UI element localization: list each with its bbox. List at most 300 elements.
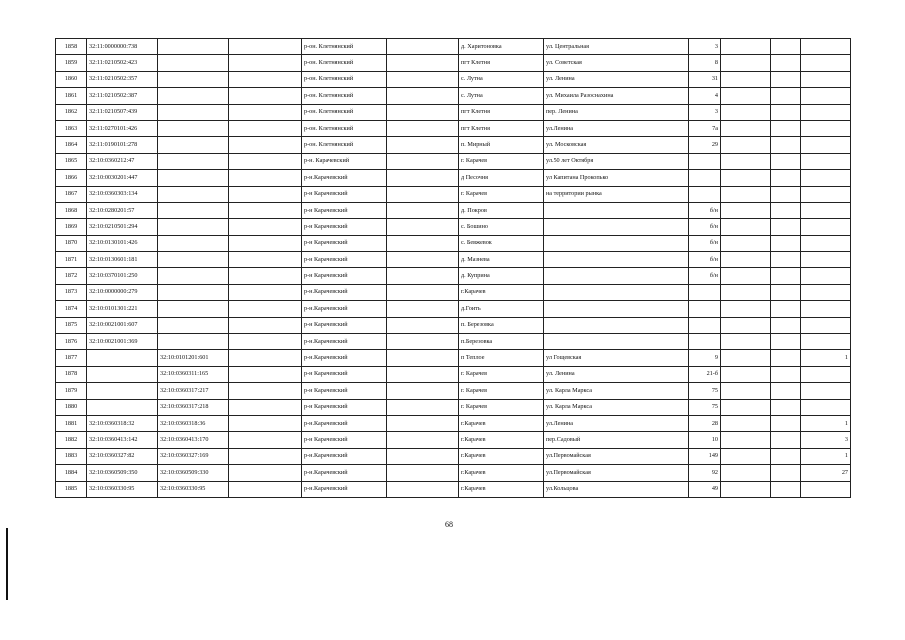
cell-empty: [229, 399, 302, 415]
cell-empty: [229, 432, 302, 448]
cell-cad1: 32:11:0190101:278: [87, 137, 158, 153]
cell-cad1: 32:10:0360413:142: [87, 432, 158, 448]
cell-area: [801, 301, 851, 317]
cell-empty: [387, 120, 459, 136]
cell-area: [801, 399, 851, 415]
cell-empty: [229, 235, 302, 251]
cell-locality: с. Бошино: [459, 219, 544, 235]
cell-area: [801, 383, 851, 399]
table-row: [56, 186, 851, 202]
cell-house: 10: [689, 432, 721, 448]
cell-empty: [229, 104, 302, 120]
cell-area: [801, 202, 851, 218]
cell-cad2: 32:10:0360317:218: [158, 399, 229, 415]
cell-locality: г.Карачев: [459, 465, 544, 481]
cell-cad1: 32:11:0210502:357: [87, 71, 158, 87]
cell-cad2: 32:10:0360330:95: [158, 481, 229, 497]
cell-area: [801, 268, 851, 284]
cell-num: 1871: [56, 252, 87, 268]
cell-house: [689, 284, 721, 300]
cell-empty: [721, 448, 771, 464]
cell-street: ул.Первомайская: [544, 465, 689, 481]
cell-cad1: 32:10:0021001:369: [87, 334, 158, 350]
cell-area: [801, 88, 851, 104]
cell-cad2: [158, 88, 229, 104]
cell-empty: [771, 399, 801, 415]
table-row: [56, 334, 851, 350]
cell-house: б/н: [689, 235, 721, 251]
cell-cad1: 32:10:0030201:447: [87, 170, 158, 186]
cell-area: 27: [801, 465, 851, 481]
cell-empty: [771, 448, 801, 464]
cell-street: ул. Карла Маркса: [544, 383, 689, 399]
cell-empty: [387, 39, 459, 55]
cell-empty: [229, 268, 302, 284]
cell-locality: г.Карачев: [459, 432, 544, 448]
cell-cad2: [158, 317, 229, 333]
cell-empty: [771, 219, 801, 235]
cell-cad2: [158, 202, 229, 218]
register-table: [55, 38, 851, 498]
cell-empty: [387, 432, 459, 448]
cell-cad2: 32:10:0360509:330: [158, 465, 229, 481]
cell-num: 1866: [56, 170, 87, 186]
cell-num: 1877: [56, 350, 87, 366]
cell-num: 1858: [56, 39, 87, 55]
cell-empty: [229, 39, 302, 55]
cell-empty: [771, 465, 801, 481]
cell-empty: [771, 153, 801, 169]
cell-house: 9: [689, 350, 721, 366]
cell-cad1: 32:10:0210501:294: [87, 219, 158, 235]
cell-district: р-н Карачевский: [302, 235, 387, 251]
table-row: [56, 153, 851, 169]
cell-empty: [721, 153, 771, 169]
cell-street: ул. Центральная: [544, 39, 689, 55]
cell-empty: [229, 350, 302, 366]
table-row: [56, 383, 851, 399]
cell-empty: [387, 334, 459, 350]
cell-locality: д.Гоить: [459, 301, 544, 317]
cell-street: ул.50 лет Октября: [544, 153, 689, 169]
cell-house: б/н: [689, 252, 721, 268]
cell-locality: г.Карачев: [459, 448, 544, 464]
cell-empty: [721, 415, 771, 431]
cell-empty: [721, 284, 771, 300]
table-row: [56, 301, 851, 317]
cell-district: р-н Карачевский: [302, 383, 387, 399]
cell-empty: [229, 55, 302, 71]
cell-empty: [771, 120, 801, 136]
cell-empty: [771, 383, 801, 399]
cell-num: 1867: [56, 186, 87, 202]
cell-cad2: [158, 55, 229, 71]
cell-empty: [771, 415, 801, 431]
cell-num: 1879: [56, 383, 87, 399]
cell-empty: [771, 55, 801, 71]
table-row: [56, 448, 851, 464]
cell-locality: д. Харитоновка: [459, 39, 544, 55]
cell-house: 75: [689, 383, 721, 399]
cell-empty: [721, 465, 771, 481]
cell-empty: [771, 88, 801, 104]
cell-house: б/н: [689, 219, 721, 235]
cell-empty: [721, 55, 771, 71]
cell-cad2: [158, 235, 229, 251]
cell-district: р-н.Карачевский: [302, 481, 387, 497]
cell-empty: [229, 71, 302, 87]
cell-empty: [721, 252, 771, 268]
cell-empty: [721, 399, 771, 415]
cell-locality: д. Покров: [459, 202, 544, 218]
cell-num: 1868: [56, 202, 87, 218]
cell-cad2: [158, 301, 229, 317]
table-row: [56, 366, 851, 382]
cell-num: 1885: [56, 481, 87, 497]
cell-area: [801, 170, 851, 186]
cell-cad2: [158, 268, 229, 284]
cell-district: р-н Карачевский: [302, 268, 387, 284]
cell-empty: [387, 137, 459, 153]
cell-area: [801, 252, 851, 268]
cell-street: [544, 301, 689, 317]
cell-num: 1883: [56, 448, 87, 464]
cell-cad1: 32:10:0130601:181: [87, 252, 158, 268]
cell-empty: [721, 88, 771, 104]
cell-empty: [771, 202, 801, 218]
cell-empty: [229, 186, 302, 202]
cell-empty: [771, 334, 801, 350]
cell-empty: [771, 235, 801, 251]
cell-house: 3: [689, 39, 721, 55]
cell-num: 1880: [56, 399, 87, 415]
cell-cad2: [158, 252, 229, 268]
cell-street: ул. Михаила Разоснахина: [544, 88, 689, 104]
cell-house: 92: [689, 465, 721, 481]
cell-area: 3: [801, 432, 851, 448]
cell-empty: [229, 334, 302, 350]
cell-empty: [229, 252, 302, 268]
cell-empty: [721, 39, 771, 55]
cell-empty: [229, 415, 302, 431]
cell-house: 31: [689, 71, 721, 87]
cell-cad1: 32:10:0280201:57: [87, 202, 158, 218]
cell-empty: [229, 317, 302, 333]
cell-empty: [771, 301, 801, 317]
cell-locality: д. Куприна: [459, 268, 544, 284]
table-row: [56, 104, 851, 120]
cell-district: р-н.Карачевский: [302, 448, 387, 464]
cell-district: р-он. Клетнянский: [302, 104, 387, 120]
cell-house: 8: [689, 55, 721, 71]
cell-district: р-он. Клетнянский: [302, 137, 387, 153]
cell-cad1: [87, 350, 158, 366]
cell-empty: [721, 104, 771, 120]
cell-empty: [721, 170, 771, 186]
cell-empty: [771, 481, 801, 497]
cell-cad2: [158, 39, 229, 55]
cell-empty: [721, 350, 771, 366]
cell-empty: [229, 481, 302, 497]
cell-cad2: 32:10:0360318:36: [158, 415, 229, 431]
cell-num: 1861: [56, 88, 87, 104]
cell-street: ул. Ленина: [544, 71, 689, 87]
cell-num: 1863: [56, 120, 87, 136]
cell-district: р-он. Клетнянский: [302, 55, 387, 71]
cell-locality: с. Лутна: [459, 88, 544, 104]
cell-empty: [387, 252, 459, 268]
cell-empty: [771, 432, 801, 448]
cell-empty: [771, 186, 801, 202]
cell-num: 1864: [56, 137, 87, 153]
cell-district: р-н Карачевский: [302, 317, 387, 333]
cell-num: 1884: [56, 465, 87, 481]
cell-street: [544, 284, 689, 300]
cell-district: р-он. Клетнянский: [302, 120, 387, 136]
cell-cad2: 32:10:0101201:601: [158, 350, 229, 366]
cell-area: [801, 120, 851, 136]
cell-house: 28: [689, 415, 721, 431]
cell-empty: [771, 252, 801, 268]
cell-empty: [229, 448, 302, 464]
cell-district: р-н.Карачевский: [302, 415, 387, 431]
cell-cad2: [158, 186, 229, 202]
cell-locality: д Песочня: [459, 170, 544, 186]
cell-locality: с. Лутна: [459, 71, 544, 87]
cell-empty: [387, 153, 459, 169]
cell-locality: г. Карачев: [459, 366, 544, 382]
cell-empty: [387, 415, 459, 431]
table-row: [56, 202, 851, 218]
cell-empty: [229, 120, 302, 136]
cell-cad2: 32:10:0360327:169: [158, 448, 229, 464]
cell-street: на территории рынка: [544, 186, 689, 202]
cell-empty: [229, 170, 302, 186]
cell-district: р-н.Карачевский: [302, 334, 387, 350]
cell-empty: [721, 268, 771, 284]
table-row: [56, 219, 851, 235]
cell-house: б/н: [689, 202, 721, 218]
cell-street: [544, 219, 689, 235]
cell-cad2: 32:10:0360413:170: [158, 432, 229, 448]
table-row: [56, 481, 851, 497]
cell-empty: [721, 219, 771, 235]
cell-street: [544, 334, 689, 350]
cell-empty: [771, 317, 801, 333]
cell-house: б/н: [689, 268, 721, 284]
cell-district: р-н.Карачевский: [302, 284, 387, 300]
cell-locality: пгт Клетня: [459, 104, 544, 120]
cell-cad2: [158, 120, 229, 136]
cell-street: ул.Кольцова: [544, 481, 689, 497]
cell-empty: [721, 432, 771, 448]
table-row: [56, 465, 851, 481]
cell-cad1: 32:10:0101301:221: [87, 301, 158, 317]
cell-area: [801, 284, 851, 300]
cell-empty: [721, 71, 771, 87]
cell-empty: [771, 284, 801, 300]
cell-empty: [387, 481, 459, 497]
cell-cad1: 32:10:0360509:350: [87, 465, 158, 481]
cell-street: [544, 317, 689, 333]
cell-cad2: [158, 334, 229, 350]
table-row: [56, 170, 851, 186]
cell-cad2: [158, 284, 229, 300]
cell-empty: [387, 186, 459, 202]
table-row: [56, 71, 851, 87]
cell-district: р-н Карачевский: [302, 219, 387, 235]
cell-district: р-н Карачевский: [302, 252, 387, 268]
cell-cad1: 32:11:0210507:439: [87, 104, 158, 120]
cell-empty: [721, 202, 771, 218]
cell-district: р-н Карачевский: [302, 366, 387, 382]
cell-locality: п. Березовка: [459, 317, 544, 333]
cell-num: 1875: [56, 317, 87, 333]
cell-num: 1860: [56, 71, 87, 87]
table-row: [56, 137, 851, 153]
cell-street: [544, 202, 689, 218]
cell-area: [801, 366, 851, 382]
cell-locality: пгт Клетня: [459, 55, 544, 71]
cell-district: р-он. Клетнянский: [302, 39, 387, 55]
cell-house: 49: [689, 481, 721, 497]
cell-street: ул. Ленина: [544, 366, 689, 382]
cell-district: р-н Карачевский: [302, 399, 387, 415]
cell-house: 4: [689, 88, 721, 104]
cell-empty: [387, 104, 459, 120]
cell-empty: [229, 383, 302, 399]
cell-street: ул. Московская: [544, 137, 689, 153]
cell-empty: [721, 317, 771, 333]
cell-num: 1878: [56, 366, 87, 382]
cell-empty: [721, 186, 771, 202]
cell-locality: г. Карачев: [459, 383, 544, 399]
cell-empty: [771, 366, 801, 382]
cell-locality: с. Бевжевок: [459, 235, 544, 251]
table-row: [56, 55, 851, 71]
cell-empty: [229, 219, 302, 235]
cell-empty: [771, 268, 801, 284]
cell-house: 29: [689, 137, 721, 153]
cell-street: [544, 268, 689, 284]
cell-locality: г.Карачев: [459, 284, 544, 300]
cell-empty: [771, 39, 801, 55]
cell-cad1: 32:11:0210502:423: [87, 55, 158, 71]
cell-empty: [387, 235, 459, 251]
cell-area: [801, 39, 851, 55]
cell-cad2: 32:10:0360317:217: [158, 383, 229, 399]
cell-area: 1: [801, 350, 851, 366]
cell-num: 1870: [56, 235, 87, 251]
cell-cad2: [158, 153, 229, 169]
cell-cad1: 32:10:0360303:134: [87, 186, 158, 202]
cell-cad1: [87, 366, 158, 382]
cell-empty: [229, 88, 302, 104]
cell-house: [689, 334, 721, 350]
cell-street: ул Гощевская: [544, 350, 689, 366]
cell-area: [801, 71, 851, 87]
cell-empty: [721, 120, 771, 136]
cell-house: 3: [689, 104, 721, 120]
cell-area: [801, 104, 851, 120]
cell-cad1: 32:10:0000000:279: [87, 284, 158, 300]
cell-district: р-он. Клетнянский: [302, 88, 387, 104]
cell-cad1: 32:11:0270101:426: [87, 120, 158, 136]
cell-street: ул. Советская: [544, 55, 689, 71]
cell-empty: [387, 88, 459, 104]
cell-house: [689, 317, 721, 333]
cell-house: 7а: [689, 120, 721, 136]
page-number: 68: [445, 520, 453, 529]
cell-house: [689, 170, 721, 186]
table-row: [56, 120, 851, 136]
table-row: [56, 317, 851, 333]
cell-empty: [721, 301, 771, 317]
cell-cad1: 32:11:0210502:387: [87, 88, 158, 104]
cell-empty: [771, 137, 801, 153]
cell-empty: [387, 202, 459, 218]
cell-cad1: [87, 399, 158, 415]
cell-locality: пгт Клетня: [459, 120, 544, 136]
cell-locality: г. Карачев: [459, 399, 544, 415]
cell-cad2: [158, 104, 229, 120]
cell-area: 1: [801, 448, 851, 464]
table-row: [56, 350, 851, 366]
cell-empty: [721, 366, 771, 382]
cell-house: 21-б: [689, 366, 721, 382]
cell-house: 75: [689, 399, 721, 415]
cell-district: р-н.Карачевский: [302, 350, 387, 366]
table-row: [56, 39, 851, 55]
cell-cad1: 32:10:0360330:95: [87, 481, 158, 497]
cell-cad2: [158, 71, 229, 87]
cell-empty: [229, 284, 302, 300]
cell-street: ул.Ленина: [544, 415, 689, 431]
cell-district: р-н. Карачевский: [302, 153, 387, 169]
cell-num: 1882: [56, 432, 87, 448]
cell-house: [689, 301, 721, 317]
cell-empty: [387, 383, 459, 399]
cell-district: р-н Карачевский: [302, 186, 387, 202]
cell-empty: [721, 137, 771, 153]
cell-locality: г. Карачев: [459, 153, 544, 169]
cell-empty: [771, 170, 801, 186]
cell-house: 149: [689, 448, 721, 464]
cell-empty: [387, 448, 459, 464]
cell-street: ул.Ленина: [544, 120, 689, 136]
cell-empty: [387, 284, 459, 300]
cell-street: пер. Ленина: [544, 104, 689, 120]
cell-area: 1: [801, 415, 851, 431]
cell-empty: [721, 481, 771, 497]
cell-district: р-н Карачевский: [302, 202, 387, 218]
cell-empty: [771, 350, 801, 366]
cell-empty: [387, 317, 459, 333]
cell-cad2: [158, 219, 229, 235]
cell-street: пер.Садовый: [544, 432, 689, 448]
cell-district: р-н.Карачевский: [302, 170, 387, 186]
cell-empty: [771, 71, 801, 87]
cell-street: ул.Первомайская: [544, 448, 689, 464]
cell-cad1: 32:10:0370101:250: [87, 268, 158, 284]
cell-cad1: 32:10:0021001:607: [87, 317, 158, 333]
cell-area: [801, 153, 851, 169]
cell-empty: [387, 268, 459, 284]
cell-num: 1862: [56, 104, 87, 120]
cell-locality: г.Карачев: [459, 481, 544, 497]
cell-area: [801, 219, 851, 235]
cell-empty: [229, 301, 302, 317]
